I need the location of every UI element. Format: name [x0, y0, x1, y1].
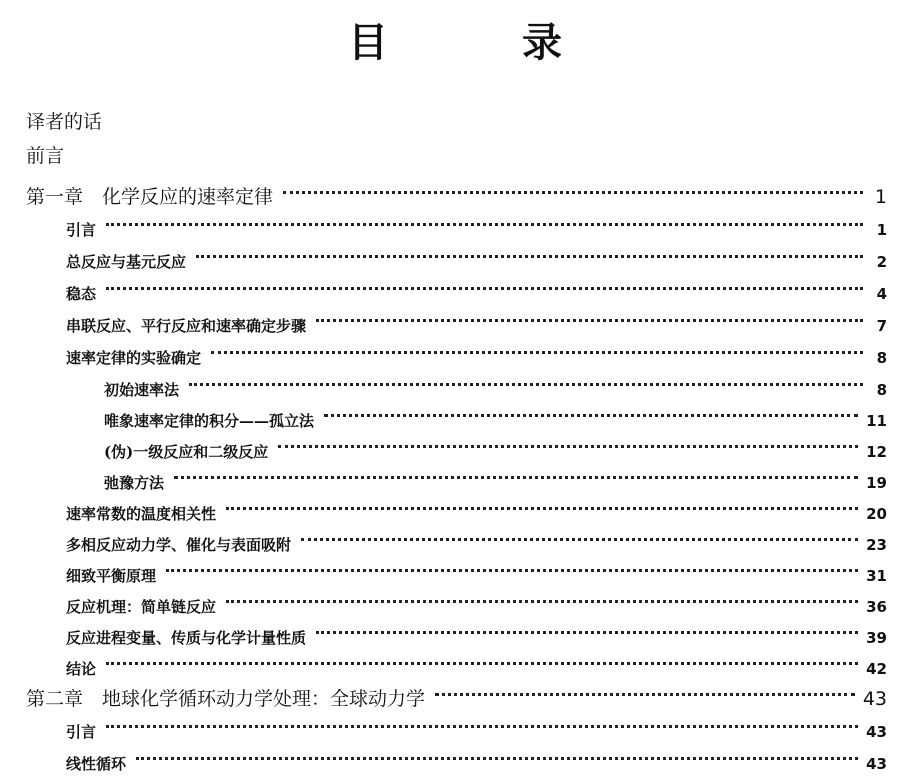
- toc-entry-label: 结论: [66, 660, 97, 678]
- title-char-2: 录: [522, 20, 562, 66]
- toc-entry-label: 反应进程变量、传质与化学计量性质: [66, 629, 307, 647]
- toc-subentry[interactable]: [104, 365, 887, 399]
- toc-entry[interactable]: [66, 237, 887, 271]
- toc-entry-label: (伪)一级反应和二级反应: [104, 443, 269, 461]
- toc-entry-label: 串联反应、平行反应和速率确定步骤: [66, 317, 307, 335]
- toc-entry-label: 速率常数的温度相关性: [66, 505, 217, 523]
- toc-entry[interactable]: [66, 301, 887, 335]
- dot-leader: [211, 333, 863, 363]
- dot-leader: [301, 520, 858, 550]
- toc-entry-translator-note[interactable]: [26, 107, 887, 137]
- toc-entry-label: 引言: [66, 723, 97, 741]
- toc-entry-label: 引言: [66, 221, 97, 239]
- toc-entry-label: 线性循环: [66, 755, 127, 773]
- toc-entry-label: 唯象速率定律的积分——孤立法: [104, 412, 315, 430]
- toc-chapter-2[interactable]: [26, 675, 887, 710]
- dot-leader: [316, 301, 863, 331]
- toc-entry[interactable]: [66, 520, 887, 554]
- toc-page-number: 12: [866, 443, 887, 461]
- toc-entry-label: 初始速率法: [104, 381, 180, 399]
- toc-page-number: 1: [876, 221, 887, 239]
- toc-page-number: 11: [866, 412, 887, 430]
- toc-entry[interactable]: [66, 489, 887, 523]
- dot-leader: [196, 237, 863, 267]
- toc-entry-label: 第一章 化学反应的速率定律: [26, 186, 274, 208]
- toc-page-number: 8: [876, 381, 887, 399]
- toc-entry-label: 弛豫方法: [104, 474, 165, 492]
- toc-entry-label: 稳态: [66, 285, 97, 303]
- toc-entry-label: 总反应与基元反应: [66, 253, 187, 271]
- toc-chapter-1[interactable]: [26, 173, 887, 208]
- toc-entry-label: 细致平衡原理: [66, 567, 157, 585]
- toc-entry[interactable]: [66, 644, 887, 678]
- dot-leader: [324, 396, 858, 426]
- dot-leader: [435, 675, 855, 705]
- dot-leader: [166, 551, 858, 581]
- toc-page-number: 43: [866, 755, 887, 773]
- toc-page-number: 31: [866, 567, 887, 585]
- toc-subentry[interactable]: [104, 458, 887, 492]
- toc-entry[interactable]: [66, 269, 887, 303]
- dot-leader: [106, 707, 858, 737]
- toc-entry[interactable]: [66, 707, 887, 741]
- title-char-1: 目: [348, 20, 388, 66]
- toc-entry-label: 译者的话: [26, 111, 103, 133]
- toc-page-number: 42: [866, 660, 887, 678]
- dot-leader: [283, 173, 863, 203]
- toc-subentry[interactable]: [104, 427, 887, 461]
- toc-page-number: 19: [866, 474, 887, 492]
- dot-leader: [106, 269, 863, 299]
- toc-page-number: 39: [866, 629, 887, 647]
- toc-entry-label: 前言: [26, 145, 65, 167]
- toc-page-number: 36: [866, 598, 887, 616]
- toc-entry[interactable]: [66, 739, 887, 773]
- toc-entry-label: 反应机理：简单链反应: [66, 598, 217, 616]
- dot-leader: [174, 458, 858, 488]
- toc-page-number: 23: [866, 536, 887, 554]
- toc-entry[interactable]: [66, 333, 887, 367]
- toc-page-number: 43: [862, 688, 887, 710]
- toc-entry[interactable]: [66, 582, 887, 616]
- dot-leader: [189, 365, 863, 395]
- page-title: [0, 18, 901, 68]
- dot-leader: [226, 489, 858, 519]
- dot-leader: [278, 427, 858, 457]
- dot-leader: [106, 644, 858, 674]
- toc-page-number: 4: [876, 285, 887, 303]
- dot-leader: [136, 739, 858, 769]
- toc-entry[interactable]: [66, 205, 887, 239]
- toc-page-number: 8: [876, 349, 887, 367]
- toc-entry-label: 多相反应动力学、催化与表面吸附: [66, 536, 292, 554]
- toc-page-number: 2: [876, 253, 887, 271]
- dot-leader: [106, 205, 863, 235]
- toc-entry-label: 第二章 地球化学循环动力学处理：全球动力学: [26, 688, 426, 710]
- toc-subentry[interactable]: [104, 396, 887, 430]
- toc-entry-preface[interactable]: [26, 141, 887, 171]
- toc-page-number: 1: [874, 186, 887, 208]
- toc-page-number: 7: [876, 317, 887, 335]
- toc-page-number: 43: [866, 723, 887, 741]
- dot-leader: [226, 582, 858, 612]
- toc-page-number: 20: [866, 505, 887, 523]
- toc-entry[interactable]: [66, 551, 887, 585]
- dot-leader: [316, 613, 858, 643]
- toc-entry[interactable]: [66, 613, 887, 647]
- toc-entry-label: 速率定律的实验确定: [66, 349, 202, 367]
